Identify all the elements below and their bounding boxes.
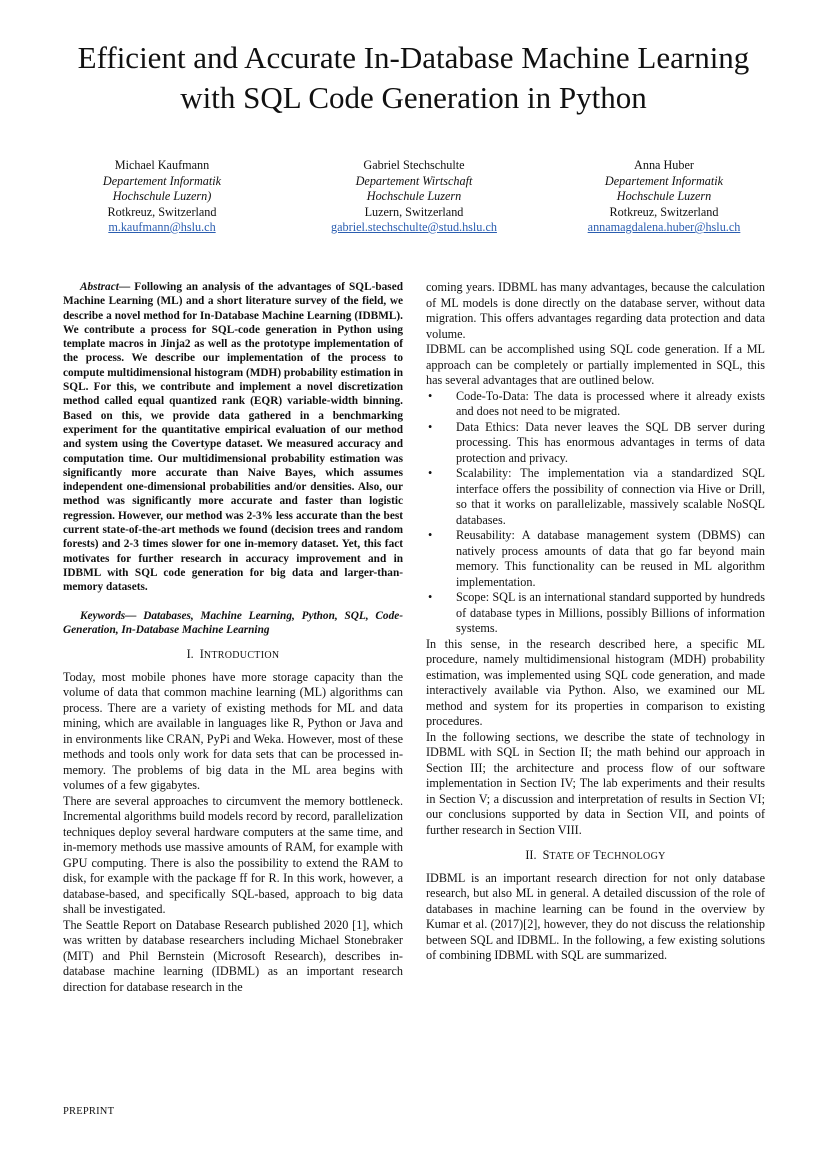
section-initial: S [542,848,550,862]
list-item [426,590,765,637]
list-item-text: Code-To-Data: The data is processed where it already exists and does not need to be migrated. [456,388,765,418]
section-heading-introduction [63,647,403,664]
author-block-2 [294,158,534,236]
author-block-1 [42,158,282,236]
bullet-icon: • [428,388,433,403]
author-name: Michael Kaufmann [114,158,210,172]
section-heading-state-of-technology [426,848,765,865]
intro-paragraph-2: There are several approaches to circumvent the memory bottleneck. Incremental algorithms build models record by record, parallelization techniques deploy several hardware computers at the same time, and in-memory methods use massive amounts of RAM, for example with GPU computing. There is also the possibility to extend the RAM to disk, for example with the package ff for R. In this work, however, a database-based, and specifically SQL-based, approach to big data shall be investigated. [63,793,403,917]
section-number: I. [186,647,194,662]
preprint-footer: PREPRINT [63,1106,115,1117]
list-item-text: Data Ethics: Data never leaves the SQL DB server during processing. This has enormous advantages in terms of data protection and privacy. [456,419,765,465]
list-item [426,389,765,420]
author-name: Anna Huber [634,158,694,172]
author-location: Rotkreuz, Switzerland [107,204,217,219]
list-item [426,466,765,528]
list-item [426,528,765,590]
intro-paragraph-1: Today, most mobile phones have more storage capacity than the volume of data that common machine learning (ML) algorithms can process. There are a variety of existing methods for ML and data mining, which are available in languages like R, Python or Java and in environments like CRAN, PyPi and Weka. However, most of these methods and tools only work for data sets that can be processed in-memory. The problems of big data in the ML area begins with volumes of a few gigabytes. [63,669,403,793]
intro-paragraph-7: In the following sections, we describe the state of technology in IDBML with SQL in Section II; the math behind our approach in Section III; the architecture and process flow of our software implementation in Section IV; The lab experiments and their results in Section V; a discussion and interpretation of results in Section VI; our conclusions supported by data in Section VII, and points of further research in Section VIII. [426,729,765,837]
advantages-list [426,389,765,637]
author-school: Hochschule Luzern [616,189,712,203]
sot-paragraph-1: IDBML is an important research direction for not only database research, but also ML in general. A detailed discussion of the role of databases in machine learning can be found in the overview by Kumar et al. (2017)[2], however, they do not discuss the relationship between SQL and IDBML. In the following, a few existing solutions of combining IDBML with SQL are summarized. [426,870,765,962]
author-department: Departement Informatik [604,173,724,188]
section-initial: T [593,848,601,862]
author-location: Rotkreuz, Switzerland [609,204,719,219]
section-title-rest: NTRODUCTION [203,650,280,662]
bullet-icon: • [428,528,433,542]
section-number: II. [525,848,537,862]
author-email-link[interactable]: annamagdalena.huber@hslu.ch [587,220,741,234]
author-name: Gabriel Stechschulte [363,158,465,172]
author-department: Departement Informatik [102,173,222,188]
bullet-icon: • [428,590,433,604]
section-title-rest: TATE OF [549,851,594,862]
intro-paragraph-4: coming years. IDBML has many advantages, because the calculation of ML models is done directly on the database server, without data migration. This offers advantages regarding data protection and data volume. [426,280,765,341]
list-item-text: Scalability: The implementation via a standardized SQL interface offers the possibility of connection via Hive or Drill, so that it works on parallelizable, massively scalable NoSQL databases. [456,466,765,527]
author-block-3 [544,158,784,236]
abstract-label: Abstract [79,281,119,293]
bullet-icon: • [428,466,433,480]
list-item [426,420,765,467]
author-email-link[interactable]: m.kaufmann@hslu.ch [108,220,216,234]
abstract [63,280,403,595]
intro-paragraph-5: IDBML can be accomplished using SQL code generation. If a ML approach can be completely or partially implemented in SQL, this has several advantages that are outlined below. [426,342,765,387]
abstract-text: — Following an analysis of the advantages of SQL-based Machine Learning (ML) and a short literature survey of the field, we describe a novel method for In-Database Machine Learning (IDBML). We contribute a process for SQL-code generation in Python using template macros in Jinja2 as well as the prototype implementation of the process. We describe our implementation of the process to compute multidimensional histogram (MDH) probability estimation in SQL. For this, we contribute and implement a novel discretization method called equal quantized rank (EQR) variable-width binning. Based on this, we provide data gathered in a benchmarking experiment for the quantitative empirical evaluation of our method and system using the Covertype dataset. We measured accuracy and computation time. Our multidimensional probability estimation was significantly more accurate than Naive Bayes, which assumes independent one-dimensional probabilities and/or densities. Also, our method was significantly more accurate and faster than logistic regression. However, our method was 2-3% less accurate than the best current state-of-the-art methods we found (decision trees and random forests) and 2-3 times slower for one in-memory dataset. Yet, this fact motivates for further research in accuracy improvement and in IDBML with SQL code generation for big data and larger-than-memory datasets. [63,281,403,594]
right-column [426,280,765,964]
left-column [63,280,403,995]
intro-paragraph-3: The Seattle Report on Database Research published 2020 [1], which was written by database researchers including Michael Stonebraker (MIT) and Phil Bernstein (Microsoft Research), describes in-database machine learning (IDBML) as an important research direction for database research in the [63,917,403,994]
section-initial: I [199,647,204,662]
author-department: Departement Wirtschaft [355,173,473,188]
author-school: Hochschule Luzern) [112,189,212,203]
keywords: Keywords— Databases, Machine Learning, Python, SQL, Code-Generation, In-Database Machine Learning [63,609,403,636]
author-location: Luzern, Switzerland [364,204,464,219]
author-email-link[interactable]: gabriel.stechschulte@stud.hslu.ch [331,220,497,234]
paper-title: Efficient and Accurate In-Database Machine Learning with SQL Code Generation in Python [77,40,750,115]
list-item-text: Scope: SQL is an international standard supported by hundreds of database types in Millions, possibly Billions of information systems. [456,590,765,635]
bullet-icon: • [428,419,433,434]
list-item-text: Reusability: A database management system (DBMS) can natively process amounts of data that go far beyond main memory. This functionality can be reused in ML algorithm implementation. [456,528,765,589]
section-title-rest: ECHNOLOGY [600,851,666,862]
author-school: Hochschule Luzern [366,189,462,203]
intro-paragraph-6: In this sense, in the research described here, a specific ML procedure, namely multidimensional histogram (MDH) probability estimation, was implemented using SQL code generation, and made interactively available via Python. Also, we examined our ML method and system for its properties in comparison to existing procedures. [426,636,765,728]
